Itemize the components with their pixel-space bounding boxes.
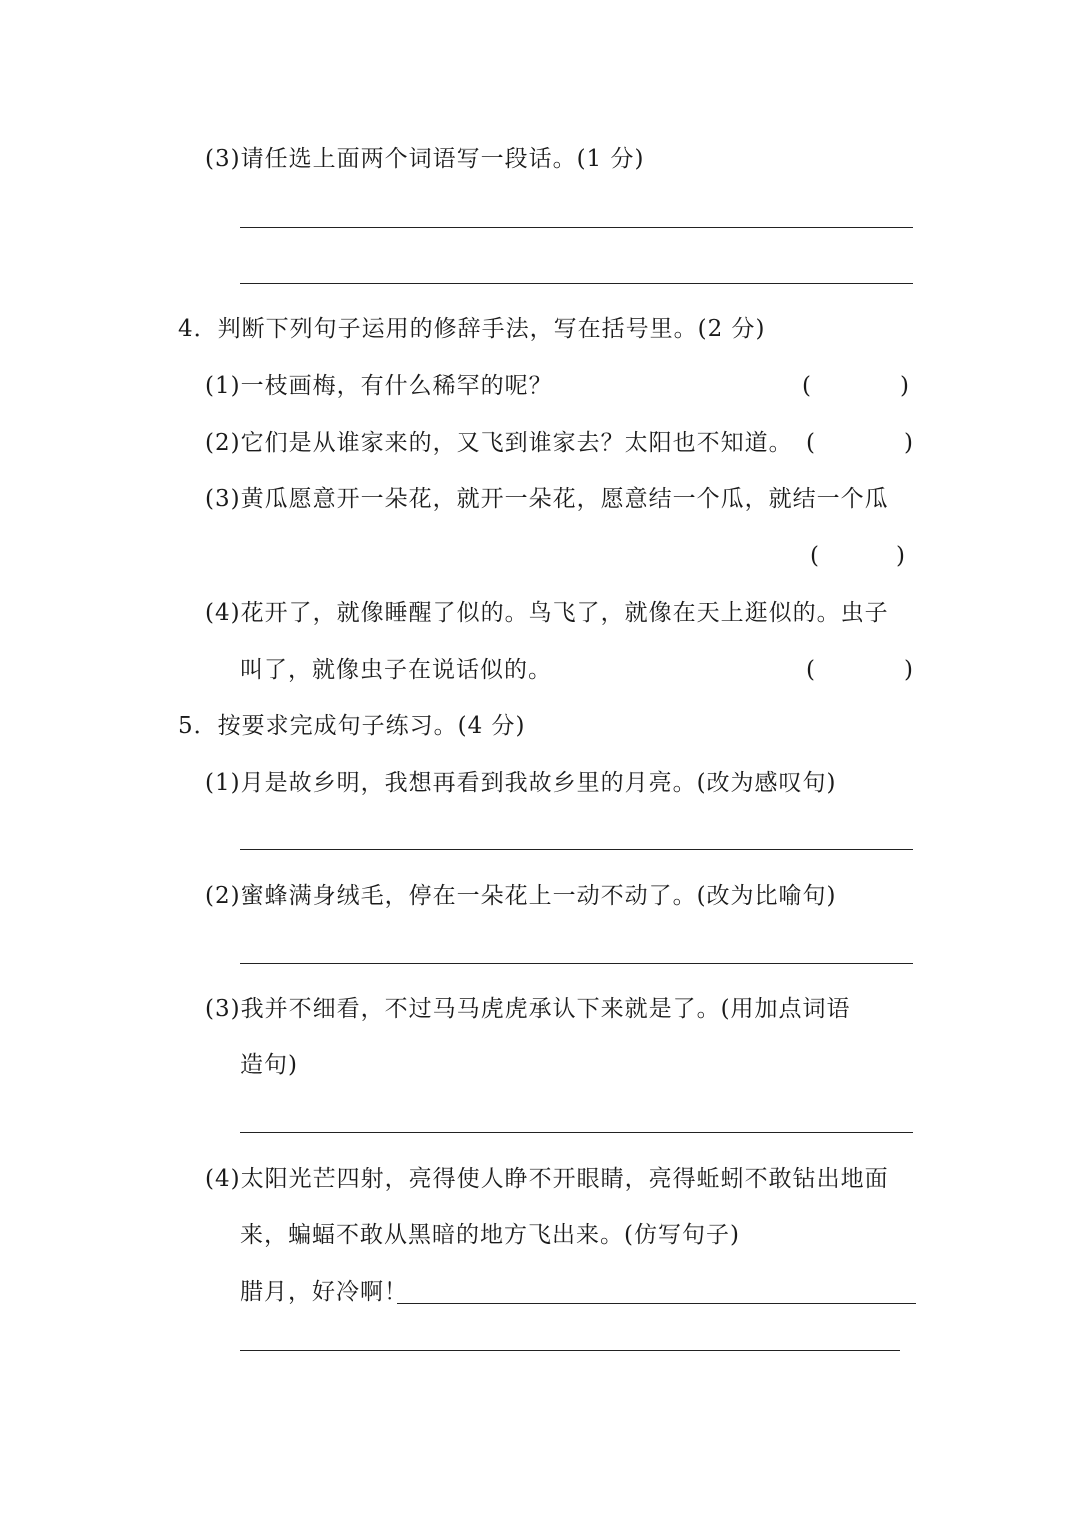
answer-paren-close: ) xyxy=(900,373,909,399)
answer-paren-open: ( xyxy=(806,657,815,683)
answer-line[interactable] xyxy=(240,283,913,284)
q5-item-3-text-line1: (3)我并不细看，不过马马虎虎承认下来就是了。(用加点词语 xyxy=(205,996,851,1022)
answer-paren-open: ( xyxy=(802,373,811,399)
q5-item-1-text: (1)月是故乡明，我想再看到我故乡里的月亮。(改为感叹句) xyxy=(205,770,837,796)
answer-blank-q4-1[interactable] xyxy=(818,371,896,401)
answer-paren-close: ) xyxy=(896,543,905,569)
answer-line[interactable] xyxy=(240,963,913,964)
answer-line[interactable] xyxy=(240,849,913,850)
answer-line[interactable] xyxy=(397,1303,916,1304)
answer-blank-q4-4[interactable] xyxy=(822,655,900,685)
answer-line[interactable] xyxy=(240,1132,913,1133)
answer-line[interactable] xyxy=(240,1350,900,1351)
q4-item-1-text: (1)一枝画梅，有什么稀罕的呢？ xyxy=(205,373,553,399)
q4-item-4-text-line1: (4)花开了，就像睡醒了似的。鸟飞了，就像在天上逛似的。虫子 xyxy=(205,600,889,626)
q5-item-4-text-line2: 来，蝙蝠不敢从黑暗的地方飞出来。(仿写句子) xyxy=(240,1222,740,1248)
q5-item-3-text-line2: 造句) xyxy=(240,1052,298,1078)
q5-item-4-prompt: 腊月，好冷啊！ xyxy=(240,1279,408,1305)
q4-title: 4．判断下列句子运用的修辞手法，写在括号里。(2 分) xyxy=(178,316,766,342)
answer-paren-open: ( xyxy=(810,543,819,569)
q5-item-4-text-line1: (4)太阳光芒四射，亮得使人睁不开眼睛，亮得蚯蚓不敢钻出地面 xyxy=(205,1166,889,1192)
answer-paren-close: ) xyxy=(904,430,913,456)
answer-blank-q4-2[interactable] xyxy=(822,428,900,458)
answer-paren-close: ) xyxy=(904,657,913,683)
q4-item-3-text: (3)黄瓜愿意开一朵花，就开一朵花，愿意结一个瓜，就结一个瓜 xyxy=(205,486,889,512)
q5-item-2-text: (2)蜜蜂满身绒毛，停在一朵花上一动不动了。(改为比喻句) xyxy=(205,883,837,909)
q5-title: 5．按要求完成句子练习。(4 分) xyxy=(178,713,526,739)
q4-item-2-text: (2)它们是从谁家来的，又飞到谁家去？太阳也不知道。 xyxy=(205,430,793,456)
answer-paren-open: ( xyxy=(806,430,815,456)
q3-sub3-text: (3)请任选上面两个词语写一段话。(1 分) xyxy=(205,146,645,172)
answer-line[interactable] xyxy=(240,227,913,228)
answer-blank-q4-3[interactable] xyxy=(826,541,892,571)
q4-item-4-text-line2: 叫了，就像虫子在说话似的。 xyxy=(240,657,552,683)
